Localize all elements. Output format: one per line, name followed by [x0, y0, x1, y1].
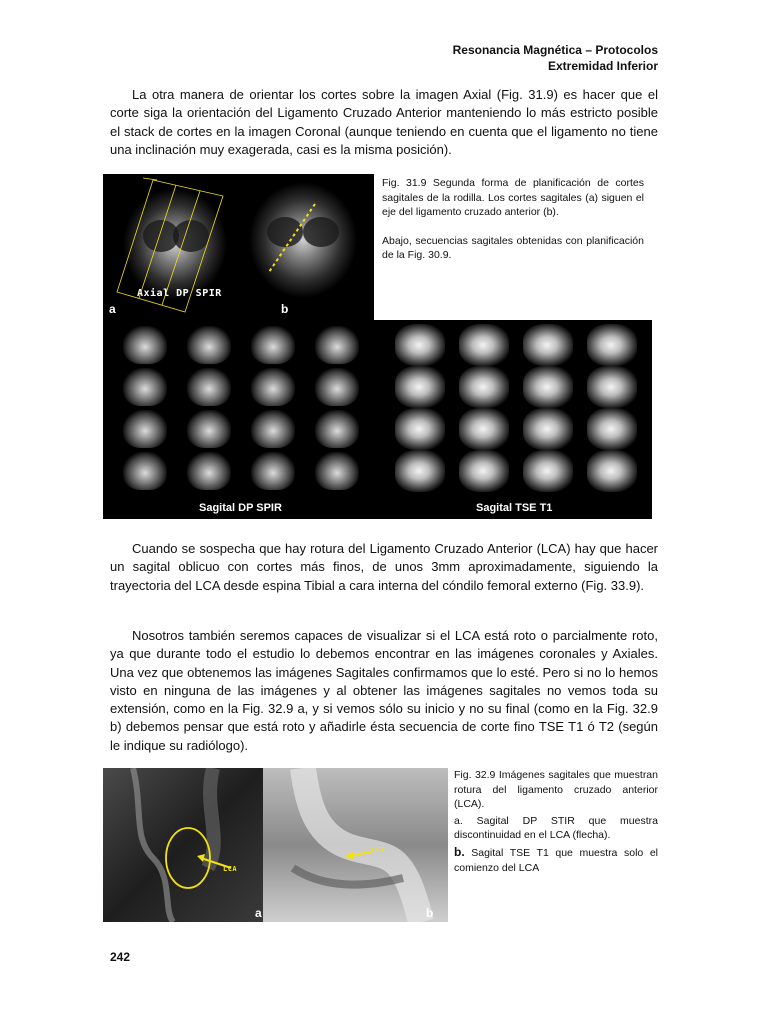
figure-31-9-axial-images — [103, 174, 374, 320]
sagittal-thumbnail — [523, 366, 573, 408]
sequence-label-tse-t1: Sagital TSE T1 — [476, 502, 553, 514]
caption-item-a-text: Sagital DP STIR que muestra discontinuidad en el LCA (flecha). — [454, 814, 658, 842]
caption-main: Fig. 31.9 Segunda forma de planificación de cortes sagitales de la rodilla. Los cortes sagitales (a) siguen el eje del ligamento cruzado anterior (b). — [382, 177, 644, 219]
sagittal-thumbnail — [459, 408, 509, 450]
sagittal-thumbnail — [523, 450, 573, 492]
page-header — [453, 42, 658, 74]
sagittal-thumbnail — [459, 450, 509, 492]
sagittal-thumbnail — [587, 450, 637, 492]
paragraph-1: La otra manera de orientar los cortes sobre la imagen Axial (Fig. 31.9) es hacer que el corte siga la orientación del Ligamento Cruzado Anterior manteniendo lo más estricto posible el stack de cortes en la imagen Coronal (aunque teniendo en cuenta que el ligamento no tiene una inclinación muy exagerada, casi es la misma posición). — [110, 87, 658, 157]
sagittal-sequences-panel — [103, 320, 652, 519]
sagittal-thumbnail — [123, 410, 167, 448]
lca-label-b: LCA — [371, 846, 386, 854]
sagittal-thumbnail — [395, 324, 445, 366]
sagittal-thumbnail — [251, 452, 295, 490]
caption-item-b-text: Sagital TSE T1 que muestra solo el comienzo del LCA — [454, 846, 658, 874]
paragraph-2: Cuando se sospecha que hay rotura del Ligamento Cruzado Anterior (LCA) hay que hacer un sagital oblicuo con cortes más finos, de unos 3mm aproximadamente, siguiendo la trayectoria del LCA desde espina Tibial a cara interna del cóndilo femoral externo (Fig. 33.9). — [110, 541, 658, 593]
sagittal-thumbnail — [251, 326, 295, 364]
sagittal-thumbnail — [123, 368, 167, 406]
sagittal-thumbnail — [315, 452, 359, 490]
lca-label-a: LCA — [223, 865, 238, 873]
sagittal-thumbnail — [395, 408, 445, 450]
sagittal-thumbnail — [315, 368, 359, 406]
sagittal-image-a — [103, 768, 263, 922]
paragraph-3: Nosotros también seremos capaces de visualizar si el LCA está roto o parcialmente roto, ya que durante todo el estudio lo debemos encontrar en las imágenes coronales y Axiales. Una vez que obtenemos las imágenes Sagitales confirmamos que lo esté. Pero si no lo hemos visto en ninguna de las imágenes y al obtener las imágenes sagitales no vemos toda su extensión, como en la Fig. 32.9 a, y si vemos sólo su inicio y no su final (como en la Fig. 32.9 b) debemos pensar que está roto y añadirle ésta secuencia de corte fino TSE T1 ó T2 (según le indique su radiólogo). — [110, 628, 658, 753]
caption-item-a — [454, 814, 658, 843]
caption-item-b-letter: b. — [454, 844, 465, 859]
sagittal-lca-illustration — [103, 768, 448, 922]
sagittal-thumbnail — [459, 366, 509, 408]
sagittal-thumbnail — [523, 408, 573, 450]
sagittal-thumbnail — [587, 366, 637, 408]
sagittal-thumbnail — [251, 368, 295, 406]
figure-label-b: b — [281, 302, 289, 316]
sagittal-thumbnail — [187, 326, 231, 364]
figure-32-9-caption — [454, 768, 658, 877]
caption-item-b — [454, 845, 658, 875]
sagittal-thumbnail — [395, 450, 445, 492]
figure-label-a: a — [255, 906, 262, 920]
knee-axial-b — [249, 182, 357, 298]
sagittal-thumbnail — [587, 408, 637, 450]
figure-32-9-images — [103, 768, 448, 922]
sagittal-thumbnail — [523, 324, 573, 366]
figure-31-9-caption — [382, 176, 644, 277]
sagittal-thumbnail — [187, 452, 231, 490]
sagittal-thumbnail — [187, 368, 231, 406]
figure-label-b: b — [426, 906, 434, 920]
sagittal-thumbnail — [395, 366, 445, 408]
sagittal-thumbnail — [315, 326, 359, 364]
sequence-label-dp-spir: Sagital DP SPIR — [199, 502, 282, 514]
sagittal-thumbnail — [187, 410, 231, 448]
sagittal-thumbnail — [251, 410, 295, 448]
sagittal-thumbnail — [315, 410, 359, 448]
caption-main: Fig. 32.9 Imágenes sagitales que muestran rotura del ligamento cruzado anterior (LCA). — [454, 769, 658, 811]
header-subtitle: Extremidad Inferior — [547, 59, 658, 73]
caption-extra: Abajo, secuencias sagitales obtenidas con planificación de la Fig. 30.9. — [382, 234, 644, 262]
sagittal-thumbnail — [587, 324, 637, 366]
page-number: 242 — [110, 950, 131, 964]
caption-item-a-letter: a. — [454, 814, 463, 827]
header-title: Resonancia Magnética – Protocolos — [452, 43, 658, 57]
sagittal-thumbnail — [123, 326, 167, 364]
figure-label-a: a — [109, 302, 116, 316]
axial-sequence-label: Axial DP SPIR — [137, 288, 222, 299]
sagittal-thumbnail — [123, 452, 167, 490]
sagittal-thumbnail — [459, 324, 509, 366]
